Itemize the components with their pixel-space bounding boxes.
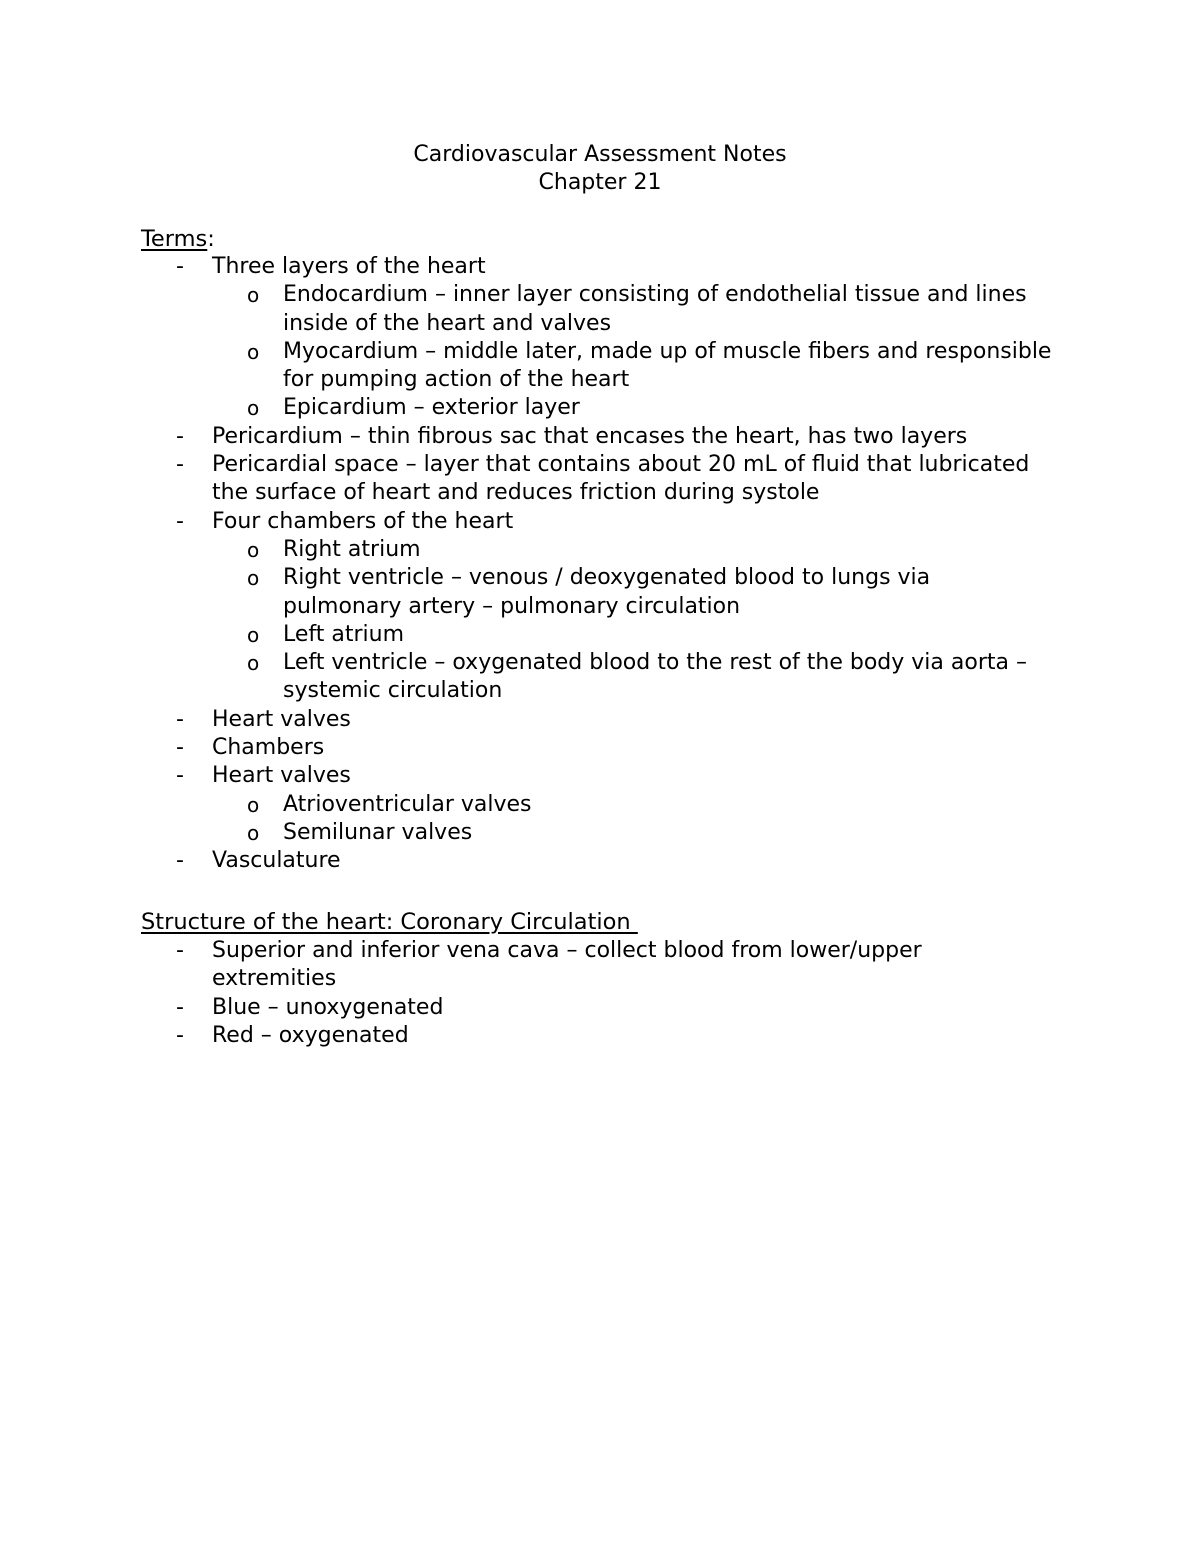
document-title: Cardiovascular Assessment Notes [413,142,787,167]
list-item-text: Myocardium – middle later, made up of muscle fibers and responsible for pumping action of the heart [283,338,1052,393]
sub-list-item [0,338,1200,395]
section-heading-text: Structure of the heart: Coronary Circulation [141,909,638,935]
structure-list [0,937,1200,1050]
circle-bullet: o [247,537,260,562]
dash-bullet: - [176,938,184,963]
list-item [0,423,1200,451]
circle-bullet: o [247,622,260,647]
document-subtitle: Chapter 21 [538,170,662,195]
circle-bullet: o [247,651,260,676]
list-item-text: Epicardium – exterior layer [283,395,580,421]
dash-bullet: - [176,763,184,789]
dash-bullet: - [176,848,184,874]
dash-bullet: - [176,706,184,732]
section-heading-terms [141,225,215,253]
list-item [0,937,1200,994]
list-item-text: Chambers [212,735,325,761]
list-item [0,706,1200,734]
sub-list-item [0,649,1200,706]
list-item-text: Endocardium – inner layer consisting of endothelial tissue and lines inside of the heart and valves [283,282,1027,336]
circle-bullet: o [247,820,260,845]
list-item [0,847,1200,875]
dash-bullet: - [176,452,184,478]
list-item-text: Three layers of the heart [212,254,486,279]
list-item-text: Right ventricle – venous / deoxygenated blood to lungs via pulmonary artery – pulmonary circulation [283,565,931,619]
dash-bullet: - [176,1022,184,1048]
list-item [0,1022,1200,1050]
sub-list-item [0,621,1200,649]
sub-list-item [0,819,1200,847]
dash-bullet: - [176,423,184,449]
list-item-text: Vasculature [212,848,341,874]
list-item [0,451,1200,508]
sub-list-item [0,394,1200,422]
list-item-text: Left ventricle – oxygenated blood to the rest of the body via aorta – systemic circulation [283,650,1027,704]
sub-list-item [0,281,1200,338]
list-item-text: Right atrium [283,536,421,562]
circle-bullet: o [247,396,260,421]
terms-list [0,253,1200,876]
list-item-text: Blue – unoxygenated [212,994,444,1020]
list-item-text: Pericardium – thin fibrous sac that encases the heart, has two layers [212,423,968,449]
list-item-text: Four chambers of the heart [212,508,514,534]
title-block [0,141,1200,197]
list-item-text: Pericardial space – layer that contains about 20 mL of fluid that lubricated the surface of heart and reduces friction during systole [212,452,1030,506]
list-item [0,734,1200,762]
sub-list-item [0,564,1200,621]
list-item-text: Left atrium [283,621,405,647]
list-item-text: Superior and inferior vena cava – collect blood from lower/upper extremities [212,938,922,992]
list-item [0,253,1200,281]
list-item-text: Atrioventricular valves [283,791,532,817]
circle-bullet: o [247,283,260,308]
list-item-text: Semilunar valves [283,819,473,845]
dash-bullet: - [176,735,184,761]
sub-list-item [0,791,1200,819]
list-item-text: Heart valves [212,763,351,789]
circle-bullet: o [247,792,260,817]
circle-bullet: o [247,566,260,591]
dash-bullet: - [176,994,184,1020]
sub-list-item [0,536,1200,564]
list-item-text: Heart valves [212,706,351,732]
list-item-text: Red – oxygenated [212,1022,409,1048]
dash-bullet: - [176,254,184,279]
dash-bullet: - [176,508,184,534]
section-heading-suffix: : [207,226,215,252]
list-item [0,762,1200,790]
list-item [0,508,1200,536]
section-heading-text: Terms [141,226,208,252]
section-heading-structure [141,908,638,936]
list-item [0,994,1200,1022]
circle-bullet: o [247,339,260,364]
